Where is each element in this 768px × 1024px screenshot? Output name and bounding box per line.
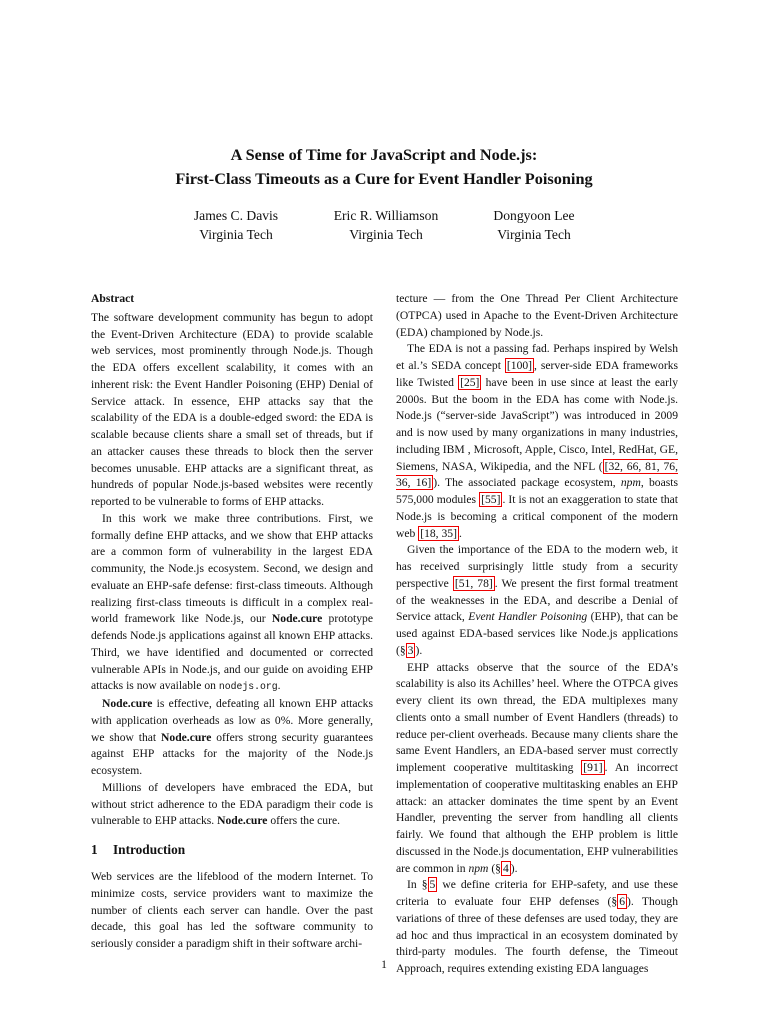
- section-link[interactable]: 6: [619, 895, 625, 908]
- author-name: James C. Davis: [193, 208, 279, 223]
- paper-title: [0, 143, 768, 191]
- intro-paragraph-3: Given the importance of the EDA to the modern web, it has received surprisingly little study from a security perspective [51, 78] . We present the first formal treatment of the weaknesses in the EDA, and describe a Denial of Service attack, Event Handler Poisoning (EHP), that can be used against EDA-based services like Node.js applications (§ 3 ).: [396, 543, 678, 657]
- section-link[interactable]: 4: [502, 861, 509, 875]
- system-name: Node.cure: [161, 730, 212, 744]
- citation-link[interactable]: [51, 78]: [454, 576, 493, 590]
- abstract-paragraph-4: Millions of developers have embraced the EDA, but without strict adherence to the EDA paradigm their code is vulnerable to EHP attacks. Node.cure offers the cure.: [91, 780, 373, 828]
- section-title: Introduction: [113, 842, 186, 857]
- author-block: [301, 207, 471, 244]
- title-line-1: A Sense of Time for JavaScript and Node.js:: [230, 145, 538, 164]
- author-affiliation: Virginia Tech: [199, 226, 273, 242]
- left-column: [91, 291, 373, 953]
- title-line-2: First-Class Timeouts as a Cure for Event Handler Poisoning: [175, 169, 593, 188]
- nodejs-url[interactable]: nodejs.org: [218, 681, 278, 693]
- ehp-term: Event Handler Poisoning: [468, 610, 588, 624]
- abstract-paragraph-1: The software development community has begun to adopt the Event-Driven Architecture (EDA) to provide scalable web services, most prominently through Node.js. Though the EDA offers excellent scalability, it comes with an inherent risk: the Event Handler Poisoning (EHP) Denial of Service attack. In essence, EHP attacks say that the scalability of the EDA is a double-edged sword: the EDA is scalable because clients share a small set of threads, but if an attacker causes these threads to block then the server becomes unusable. EHP attacks are a significant threat, as hundreds of popular Node.js-based websites were recently reported to be vulnerable to forms of EHP attacks.: [91, 310, 373, 508]
- right-column: [396, 291, 678, 978]
- npm-term: npm: [468, 861, 489, 875]
- author-block: [449, 207, 619, 244]
- author-affiliation: Virginia Tech: [497, 226, 571, 242]
- section-heading-introduction: [91, 841, 373, 859]
- abstract-heading: Abstract: [91, 292, 135, 305]
- system-name: Node.cure: [217, 814, 268, 828]
- section-number: 1: [91, 842, 98, 857]
- author-block: [151, 207, 321, 244]
- citation-link[interactable]: [55]: [481, 493, 501, 506]
- abstract-paragraph-3: Node.cure is effective, defeating all known EHP attacks with application overheads as low as 0%. More generally, we show that Node.cure offers strong security guarantees against EHP attacks for the majority of the Node.js ecosystem.: [91, 697, 373, 777]
- section-link[interactable]: 5: [429, 878, 436, 892]
- author-affiliation: Virginia Tech: [349, 226, 423, 242]
- author-name: Dongyoon Lee: [493, 208, 575, 223]
- author-name: Eric R. Williamson: [333, 208, 439, 223]
- citation-link[interactable]: [100]: [506, 359, 533, 372]
- section-link[interactable]: 3: [407, 643, 414, 657]
- npm-term: npm: [620, 476, 641, 490]
- intro-paragraph-2: The EDA is not a passing fad. Perhaps inspired by Welsh et al.’s SEDA concept [100] , server-side EDA frameworks like Twisted [25] have been in use since at least the early 2000s. But the boom in the EDA has come with Node.js. Node.js (“server-side JavaScript”) was introduced in 2009 and is now used by many organizations in many industries, including IBM , Microsoft, Apple, Cisco, Intel, RedHat, GE, Siemens, NASA, Wikipedia, and the NFL ( [32, 66, 81, 76, 36, 16] ). The associated package ecosystem, npm, boasts 575,000 modules [55] . It is not an exaggeration to state that Node.js is becoming a critical component of the modern web [18, 35] .: [396, 342, 678, 540]
- citation-link[interactable]: [25]: [460, 375, 480, 389]
- abstract-paragraph-2: In this work we make three contributions. First, we formally define EHP attacks, and we show that EHP attacks are a common form of vulnerability in the largest EDA community, the Node.js ecosystem. Second, we design and evaluate an EHP-safe defense: first-class timeouts. Although realizing first-class timeouts is difficult in a complex real-world framework like Node.js, our Node.cure prototype defends Node.js applications against all known EHP attacks. Third, we have identified and documented or corrected vulnerable APIs in Node.js, and our guide on avoiding EHP attacks is now available on nodejs.org.: [91, 511, 373, 693]
- intro-paragraph-1: Web services are the lifeblood of the modern Internet. To minimize costs, service providers want to maximize the number of clients each server can handle. Over the past decade, this goal has led the software community to seriously consider a paradigm shift in their software archi-: [91, 870, 373, 950]
- page-number: 1: [381, 958, 387, 971]
- citation-link[interactable]: [32, 66, 81, 76, 36, 16]: [396, 459, 678, 490]
- system-name: Node.cure: [102, 697, 153, 710]
- intro-paragraph-5: In § 5 we define criteria for EHP-safety, and use these criteria to evaluate four EHP defenses (§ 6 ). Though variations of three of these defenses are used today, they are ad hoc and thus impractical in an ecosystem dominated by third-party modules. The fourth defense, the Timeout Approach, requires extending existing EDA languages: [396, 878, 679, 975]
- citation-link[interactable]: [18, 35]: [420, 526, 457, 540]
- intro-paragraph-4: EHP attacks observe that the source of the EDA’s scalability is also its Achilles’ heel. Where the OTPCA gives every client its own thread, the EDA multiplexes many clients onto a small number of Event Handlers (threads) to reduce per-client overheads. Because many clients share the same Event Handlers, an EDA-based server must correctly implement cooperative multitasking [91] . An incorrect implementation of cooperative multitasking enables an EHP attack: an attacker dominates the time spent by an Event Handler, preventing the server from handling all clients fairly. We found that although the EHP problem is little discussed in the Node.js documentation, EHP vulnerabilities are common in npm (§ 4 ).: [396, 660, 678, 875]
- system-name: Node.cure: [271, 612, 323, 626]
- citation-link[interactable]: [91]: [583, 761, 603, 774]
- intro-paragraph-1-continued: tecture — from the One Thread Per Client Architecture (OTPCA) used in Apache to the Event-Driven Architecture (EDA) championed by Node.js.: [396, 292, 678, 339]
